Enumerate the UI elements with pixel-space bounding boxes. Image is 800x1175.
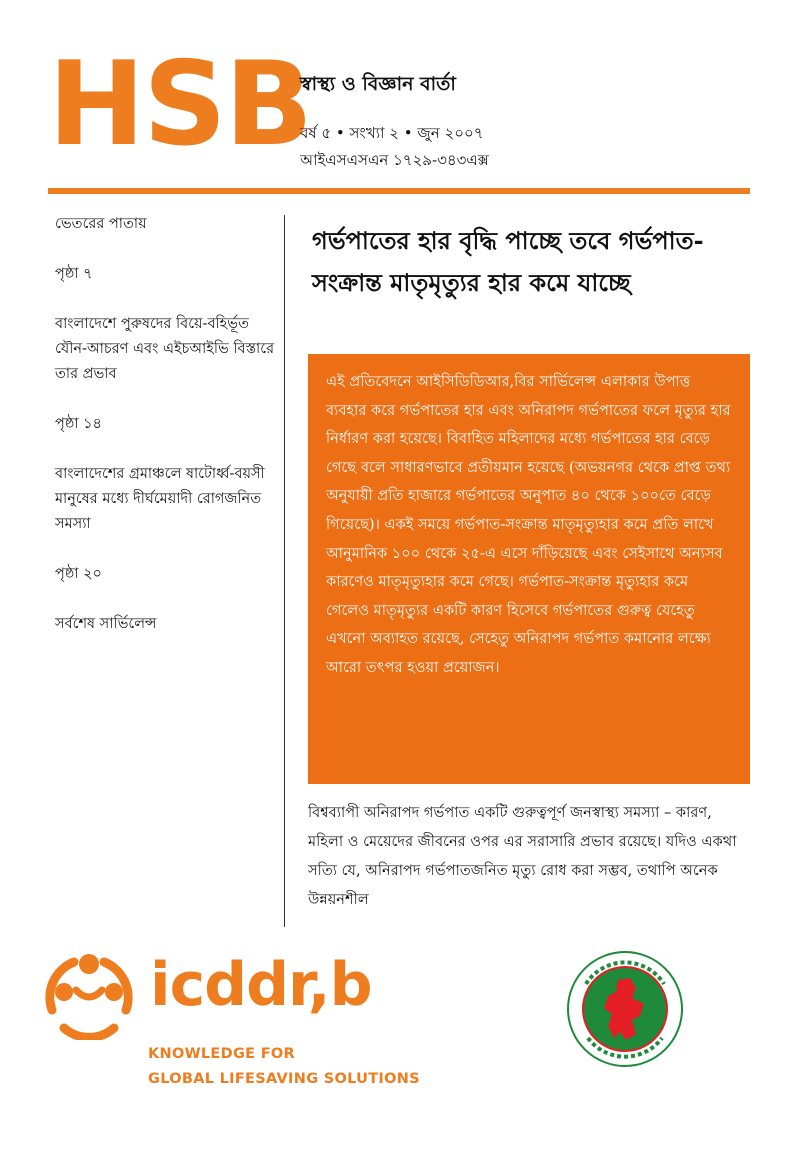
org-name: icddr,b	[150, 950, 372, 1020]
contents-entry[interactable]: বাংলাদেশের গ্রমাঞ্চলে ষাটোর্ধ্ব-বয়সী মানুষের মধ্যে দীর্ঘমেয়াদী রোগজনিত সমস্যা	[55, 466, 265, 532]
page-ref: পৃষ্ঠা ১৪	[55, 416, 102, 432]
org-tagline	[148, 1042, 420, 1092]
publication-title: স্বাস্থ্য ও বিজ্ঞান বার্তা	[300, 73, 456, 95]
article-headline: গর্ভপাতের হার বৃদ্ধি পাচ্ছে তবে গর্ভপাত-সংক্রান্ত মাতৃমৃত্যুর হার কমে যাচ্ছে	[312, 226, 704, 297]
issn: আইএসএসএন ১৭২৯-৩৪৩এক্স	[300, 151, 489, 169]
contents-entry[interactable]: বাংলাদেশে পুরুষদের বিয়ে-বহির্ভূত যৌন-আচরণ এবং এইচআইভি বিস্তারে তার প্রভাব	[55, 316, 275, 382]
government-seal-icon	[566, 950, 684, 1068]
page-ref: পৃষ্ঠা ২০	[55, 566, 102, 582]
hsb-logo: HSB	[48, 37, 312, 172]
contents-entry[interactable]: সর্বশেষ সার্ভিলেন্স	[55, 616, 157, 632]
tagline-line-2: GLOBAL LIFESAVING SOLUTIONS	[148, 1071, 420, 1087]
article-body: বিশ্বব্যাপী অনিরাপদ গর্ভপাত একটি গুরুত্বপূর্ণ জনস্বাস্থ্য সমস্যা – কারণ, মহিলা ও মেয়েদের জীবনের ওপর এর সরাসারি প্রভাব রয়েছে। যদিও একথা সত্যি যে, অনিরাপদ গর্ভপাতজনিত মৃত্যু রোধ করা সম্ভব, তথাপি অনেক উন্নয়নশীল	[308, 804, 737, 908]
header-rule	[48, 188, 750, 194]
column-divider	[284, 215, 285, 927]
tagline-line-1: KNOWLEDGE FOR	[148, 1046, 296, 1062]
page-ref: পৃষ্ঠা ৭	[55, 266, 93, 282]
issue-info: বর্ষ ৫ • সংখ্যা ২ • জুন ২০০৭	[300, 124, 484, 142]
summary-box	[308, 354, 750, 784]
summary-text: এই প্রতিবেদনে আইসিডিডিআর,বির সার্ভিলেন্স এলাকার উপাত্ত ব্যবহার করে গর্ভপাতের হার এবং অনিরাপদ গর্ভপাতের ফলে মৃত্যুর হার নির্ধারণ করা হয়েছে। বিবাহিত মহিলাদের মধ্যে গর্ভপাতের হার বেড়ে গেছে বলে সাধারণভাবে প্রতীয়মান হয়েছে (অভয়নগর থেকে প্রাপ্ত তথ্য অনুযায়ী প্রতি হাজারে গর্ভপাতের অনুপাত ৪০ থেকে ১০০তে বেড়ে গিয়েছে)। একই সময়ে গর্ভপাত-সংক্রান্ত মাতৃমৃত্যুহার কমে প্রতি লাখে আনুমানিক ১০০ থেকে ২৫-এ এসে দাঁড়িয়েছে এবং সেইসাথে অন্যসব কারণেও মাতৃমৃত্যুহার কমে গেছে। গর্ভপাত-সংক্রান্ত মৃত্যুহার কমে গেলেও মাতৃমৃত্যুর একটি কারণ হিসেবে গর্ভপাতের গুরুত্ব যেহেতু এখনো অব্যাহত রয়েছে, সেহেতু অনিরাপদ গর্ভপাত কমানোর লক্ষ্যে আরো তৎপর হওয়া প্রয়োজন।	[326, 373, 731, 676]
inside-heading: ভেতরের পাতায়	[55, 216, 147, 232]
icddr-emblem-icon	[34, 940, 144, 1040]
inside-contents	[55, 212, 277, 662]
